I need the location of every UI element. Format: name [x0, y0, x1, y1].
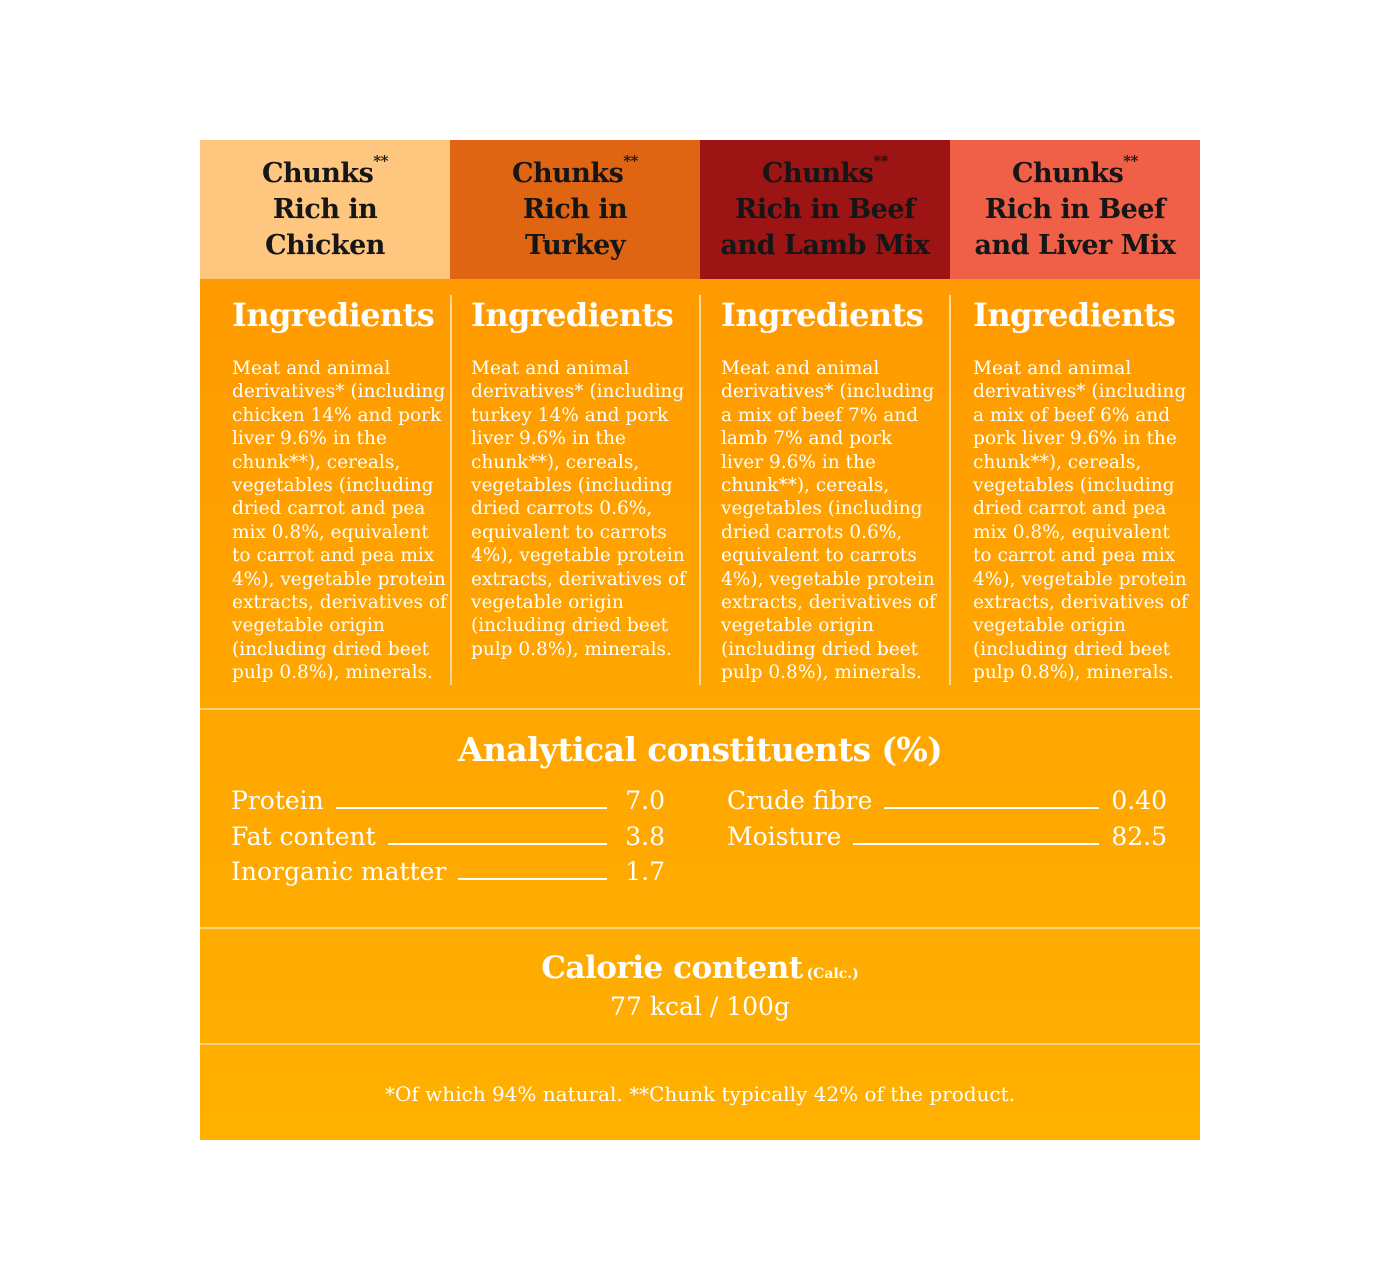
constituent-row: [727, 786, 1167, 816]
header-sup: **: [1123, 151, 1138, 170]
constituent-row: [231, 786, 665, 816]
ingredients-column-beef-liver: [973, 295, 1193, 685]
constituent-value: 3.8: [625, 822, 665, 851]
header-beef-liver: [950, 140, 1200, 279]
header-sup: **: [373, 151, 388, 170]
ingredients-title: Ingredients: [471, 296, 674, 334]
header-line: Chunks: [1012, 157, 1124, 189]
calorie-value: 77 kcal / 100g: [610, 992, 790, 1021]
section-divider: [200, 708, 1200, 710]
header-line: and Lamb Mix: [720, 229, 930, 261]
ingredients-column-chicken: [232, 295, 452, 685]
footnote: *Of which 94% natural. **Chunk typically 42% of the product.: [384, 1082, 1016, 1106]
header-chicken: [200, 140, 450, 279]
analytical-title: Analytical constituents (%): [457, 730, 943, 769]
header-line: Rich in Beef: [984, 193, 1166, 225]
leader-line: [388, 843, 607, 845]
column-divider: [949, 295, 951, 685]
header-line: Chunks: [762, 157, 874, 189]
constituent-label: Protein: [231, 786, 324, 815]
column-divider: [450, 295, 452, 685]
ingredients-title: Ingredients: [232, 296, 435, 334]
calorie-title-text: Calorie content: [541, 950, 803, 986]
constituent-label: Inorganic matter: [231, 857, 447, 886]
column-divider: [699, 295, 701, 685]
header-line: Chunks: [512, 157, 624, 189]
ingredients-column-turkey: [471, 295, 691, 661]
constituent-value: 82.5: [1111, 822, 1167, 851]
section-divider: [200, 1043, 1200, 1045]
constituent-value: 1.7: [625, 857, 665, 886]
header-beef-lamb: [700, 140, 950, 279]
ingredients-text: Meat and animal derivatives* (including turkey 14% and pork liver 9.6% in the chunk**), cereals, vegetables (including dried carrots 0.6%, equivalent to carrots 4%), vegetable protein extracts, derivatives of vegetable origin (including dried beet pulp 0.8%), minerals.: [471, 358, 686, 660]
constituent-value: 7.0: [625, 786, 665, 815]
section-divider: [200, 927, 1200, 929]
ingredients-text: Meat and animal derivatives* (including a mix of beef 7% and lamb 7% and pork liver 9.6% in the chunk**), cereals, vegetables (including dried carrots 0.6%, equivalent to carrots 4%), vegetable protein extracts, derivatives of vegetable origin (including dried beet pulp 0.8%), minerals.: [721, 358, 936, 684]
ingredients-title: Ingredients: [973, 296, 1176, 334]
ingredients-title: Ingredients: [721, 296, 924, 334]
header-sup: **: [623, 151, 638, 170]
constituent-row: [231, 857, 665, 887]
calorie-title-note: (Calc.): [806, 966, 859, 982]
ingredients-text: Meat and animal derivatives* (including a mix of beef 6% and pork liver 9.6% in the chunk**), cereals, vegetables (including dried carrot and pea mix 0.8%, equivalent to carrot and pea mix 4%), vegetable protein extracts, derivatives of vegetable origin (including dried beet pulp 0.8%), minerals.: [973, 358, 1188, 684]
header-sup: **: [873, 151, 888, 170]
header-line: Rich in: [272, 193, 378, 225]
header-turkey: [450, 140, 700, 279]
header-line: and Liver Mix: [974, 229, 1176, 261]
calorie-title: [200, 950, 1200, 986]
constituent-label: Moisture: [727, 822, 842, 851]
ingredients-text: Meat and animal derivatives* (including chicken 14% and pork liver 9.6% in the chunk**), cereals, vegetables (including dried carrot and pea mix 0.8%, equivalent to carrot and pea mix 4%), vegetable protein extracts, derivatives of vegetable origin (including dried beet pulp 0.8%), minerals.: [232, 358, 447, 684]
constituent-value: 0.40: [1111, 786, 1167, 815]
constituent-label: Fat content: [231, 822, 376, 851]
leader-line: [853, 843, 1099, 845]
constituent-row: [727, 822, 1167, 852]
header-line: Rich in Beef: [734, 193, 916, 225]
leader-line: [884, 807, 1099, 809]
leader-line: [458, 878, 607, 880]
constituent-label: Crude fibre: [727, 786, 873, 815]
header-line: Rich in: [522, 193, 628, 225]
ingredients-column-beef-lamb: [721, 295, 941, 685]
product-header-row: [200, 140, 1200, 279]
constituent-row: [231, 822, 665, 852]
leader-line: [336, 807, 607, 809]
header-line: Chicken: [265, 229, 385, 261]
header-line: Turkey: [524, 229, 626, 261]
header-line: Chunks: [262, 157, 374, 189]
nutrition-panel: [200, 140, 1200, 1140]
